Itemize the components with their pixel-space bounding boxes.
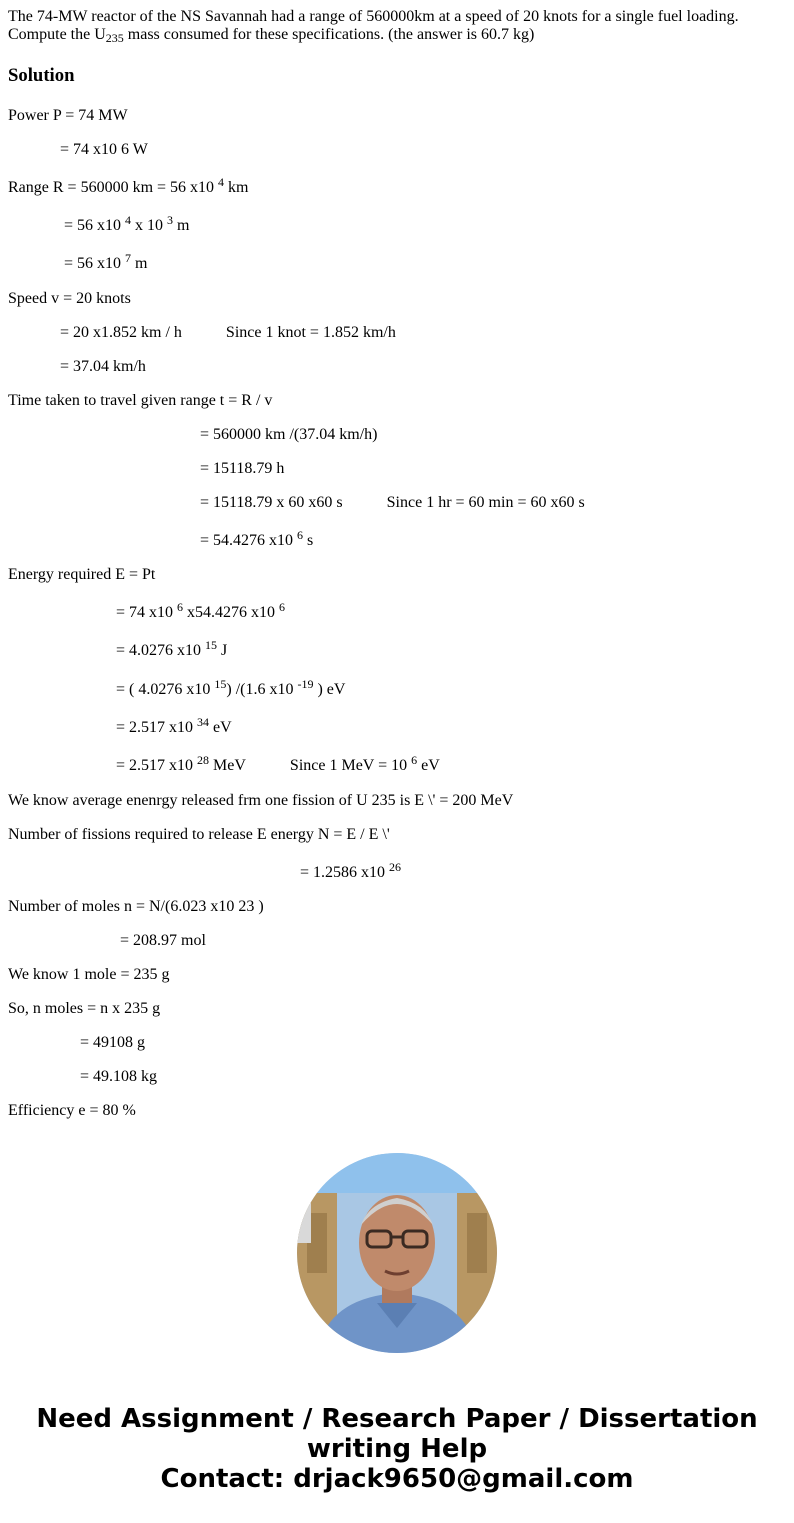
solution-line — [116, 715, 232, 737]
line-text: = 74 x10 6 W — [60, 141, 148, 158]
solution-line — [8, 966, 170, 984]
exponent: 6 — [297, 528, 304, 542]
solution-line — [8, 392, 272, 410]
line-note: Since 1 MeV = 10 — [289, 757, 412, 774]
exponent: 4 — [125, 213, 132, 227]
line-text: Energy required E = Pt — [8, 566, 156, 583]
line-text: = 37.04 km/h — [60, 358, 146, 375]
solution-line — [120, 932, 206, 950]
solution-heading: Solution — [8, 65, 75, 86]
note-exponent: 6 — [411, 753, 418, 767]
solution-line — [8, 898, 264, 916]
exponent: 7 — [125, 251, 132, 265]
line-text: Time taken to travel given range t = R / v — [8, 392, 273, 409]
line-text: = 208.97 mol — [120, 932, 206, 949]
line-text: We know 1 mole = 235 g — [8, 966, 170, 983]
line-text: J — [217, 642, 228, 659]
solution-line — [8, 566, 155, 584]
exponent: 15 — [214, 677, 227, 691]
solution-line — [200, 460, 284, 478]
line-text: = 4.0276 x10 — [116, 642, 206, 659]
author-photo — [297, 1153, 497, 1353]
exponent: -19 — [297, 677, 314, 691]
solution-line — [80, 1068, 157, 1086]
line-text: = 20 x1.852 km / h — [60, 324, 182, 341]
exponent: 34 — [197, 715, 210, 729]
line-text: Speed v = 20 knots — [8, 290, 131, 307]
question-part-1: The 74-MW reactor of the NS Savannah had a range of 560000km at a speed of 20 knots for a single fuel loading. Compute the U — [8, 8, 739, 43]
footer-line-2: writing Help — [306, 1434, 488, 1464]
line-text: We know average enenrgy released frm one fission of U 235 is E \' = 200 MeV — [8, 792, 514, 809]
footer-banner — [0, 1404, 794, 1494]
solution-line — [8, 290, 131, 308]
solution-line — [116, 638, 228, 660]
line-text: Power P = 74 MW — [8, 107, 128, 124]
line-text: eV — [209, 719, 232, 736]
solution-line — [116, 600, 286, 622]
line-text: = 49.108 kg — [80, 1068, 158, 1085]
line-text: km — [224, 179, 249, 196]
solution-line — [60, 358, 146, 376]
question-part-2: mass consumed for these specifications. (the answer is 60.7 kg) — [123, 26, 535, 43]
solution-line — [8, 1000, 160, 1018]
line-text: = 15118.79 x 60 x60 s — [200, 494, 343, 511]
solution-line — [8, 792, 513, 810]
line-text: Number of moles n = N/(6.023 x10 23 ) — [8, 898, 264, 915]
author-avatar — [297, 1153, 497, 1353]
solution-line — [8, 826, 390, 844]
solution-line — [64, 213, 190, 235]
question-subscript: 235 — [105, 31, 124, 45]
solution-line — [64, 251, 148, 273]
line-text: Range R = 560000 km = 56 x10 — [8, 179, 219, 196]
line-text: = ( 4.0276 x10 — [116, 681, 215, 698]
solution-line — [300, 860, 402, 882]
solution-line — [116, 677, 346, 699]
line-text: = 2.517 x10 — [116, 757, 198, 774]
line-note: Since 1 hr = 60 min = 60 x60 s — [386, 494, 585, 511]
line-text: x 10 — [131, 217, 168, 234]
solution-line — [60, 141, 148, 159]
line-text: Number of fissions required to release E energy N = E / E \' — [8, 826, 390, 843]
line-text: ) eV — [313, 681, 346, 698]
line-text: = 54.4276 x10 — [200, 532, 298, 549]
line-note: Since 1 knot = 1.852 km/h — [225, 324, 396, 341]
exponent: 4 — [218, 175, 225, 189]
line-text: So, n moles = n x 235 g — [8, 1000, 161, 1017]
exponent: 6 — [279, 600, 286, 614]
footer-line-1: Need Assignment / Research Paper / Dissertation — [36, 1404, 758, 1434]
line-text: = 49108 g — [80, 1034, 146, 1051]
line-text: ) /(1.6 x10 — [226, 681, 298, 698]
line-text: Efficiency e = 80 % — [8, 1102, 136, 1119]
solution-line — [8, 107, 128, 125]
line-text: = 1.2586 x10 — [300, 864, 390, 881]
line-text: = 56 x10 — [64, 255, 126, 272]
solution-line — [200, 528, 314, 550]
solution-line — [116, 753, 440, 775]
solution-line — [80, 1034, 145, 1052]
line-text: m — [173, 217, 190, 234]
line-text: = 2.517 x10 — [116, 719, 198, 736]
line-text: s — [303, 532, 314, 549]
exponent: 15 — [205, 638, 218, 652]
line-note: eV — [417, 757, 440, 774]
solution-line — [200, 494, 585, 512]
line-text: = 74 x10 — [116, 604, 178, 621]
footer-line-3: Contact: drjack9650@gmail.com — [160, 1464, 634, 1494]
line-text: = 560000 km /(37.04 km/h) — [200, 426, 378, 443]
line-text: MeV — [209, 757, 246, 774]
exponent: 28 — [197, 753, 210, 767]
line-text: = 15118.79 h — [200, 460, 285, 477]
solution-line — [8, 175, 249, 197]
line-text: = 56 x10 — [64, 217, 126, 234]
exponent: 26 — [389, 860, 402, 874]
solution-line — [60, 324, 396, 342]
exponent: 3 — [167, 213, 174, 227]
line-text: x54.4276 x10 — [183, 604, 280, 621]
solution-line — [200, 426, 377, 444]
exponent: 6 — [177, 600, 184, 614]
question-text — [8, 8, 778, 47]
line-text: m — [131, 255, 148, 272]
solution-line — [8, 1102, 136, 1120]
